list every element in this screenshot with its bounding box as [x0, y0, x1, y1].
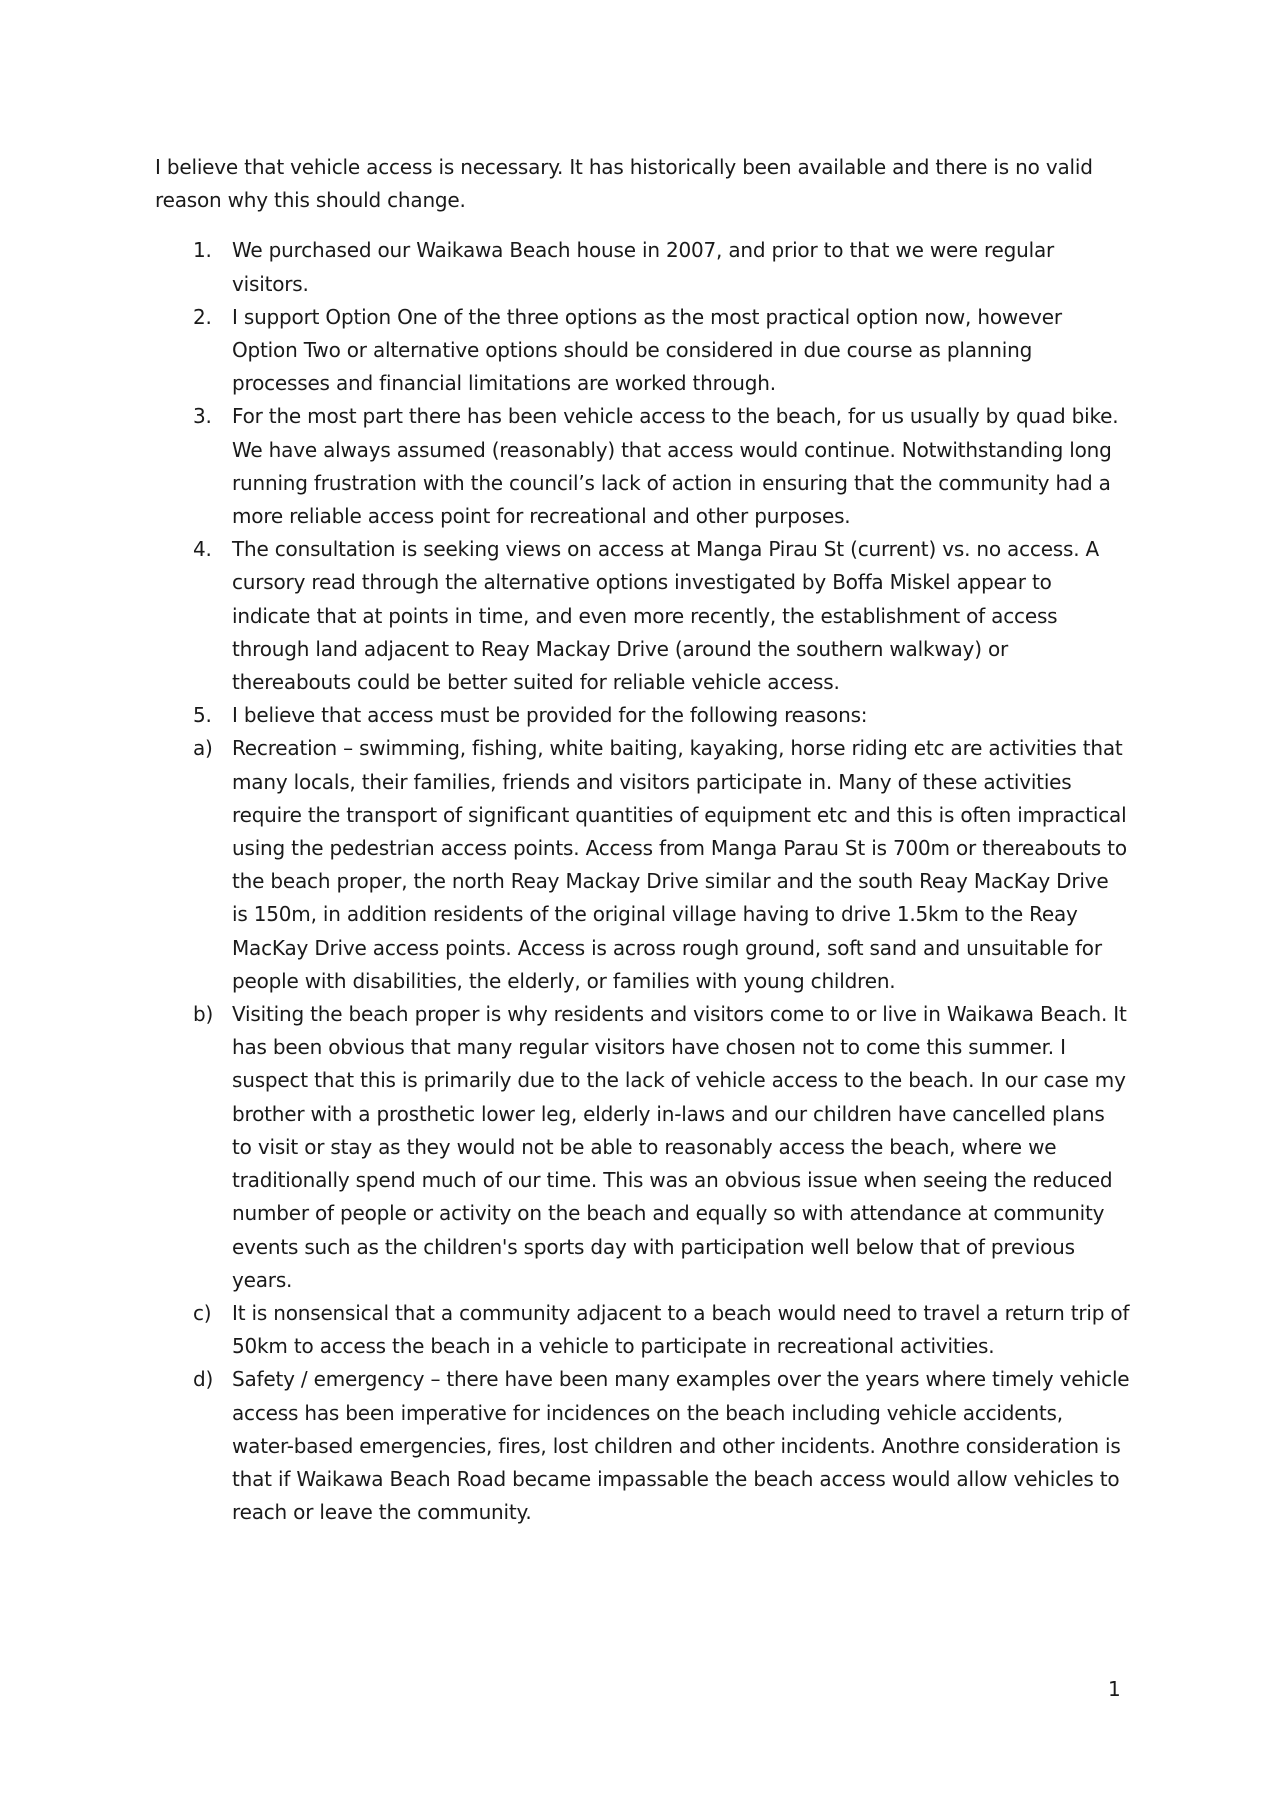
list-marker: 4.: [193, 537, 212, 562]
list-item: [155, 400, 1130, 533]
list-marker: 3.: [193, 404, 212, 429]
intro-paragraph: I believe that vehicle access is necessary. It has historically been available and there is no valid reason why this should change.: [155, 155, 1093, 213]
list-item-text: Safety / emergency – there have been many examples over the years where timely vehicle access has been imperative for incidences on the beach including vehicle accidents, water-based emergencies, fires, lost children and other incidents. Anothre consideration is that if Waikawa Beach Road became impassable the beach access would allow vehicles to reach or leave the community.: [232, 1367, 1130, 1525]
list-marker: 5.: [193, 703, 212, 728]
list-marker: d): [193, 1367, 214, 1392]
list-marker: a): [193, 736, 213, 761]
list-item-text: It is nonsensical that a community adjacent to a beach would need to travel a return trip of 50km to access the beach in a vehicle to participate in recreational activities.: [232, 1300, 1130, 1359]
list-item-text: I support Option One of the three options as the most practical option now, however Option Two or alternative options should be considered in due course as planning processes and financial limitations are worked through.: [232, 304, 1062, 396]
list-item: [155, 234, 1130, 300]
list-item-text: Recreation – swimming, fishing, white baiting, kayaking, horse riding etc are activities that many locals, their families, friends and visitors participate in. Many of these activities require the transport of significant quantities of equipment etc and this is often impractical using the pedestrian access points. Access from Manga Parau St is 700m or thereabouts to the beach proper, the north Reay Mackay Drive similar and the south Reay MacKay Drive is 150m, in addition residents of the original village having to drive 1.5km to the Reay MacKay Drive access points. Access is across rough ground, soft sand and unsuitable for people with disabilities, the elderly, or families with young children.: [232, 736, 1127, 993]
list-item-text: For the most part there has been vehicle access to the beach, for us usually by quad bike. We have always assumed (reasonably) that access would continue. Notwithstanding long running frustration with the council’s lack of action in ensuring that the community had a more reliable access point for recreational and other purposes.: [232, 404, 1119, 529]
page-number: 1: [1108, 1677, 1121, 1701]
list-marker: 1.: [193, 238, 212, 263]
list-item-text: Visiting the beach proper is why residents and visitors come to or live in Waikawa Beach. It has been obvious that many regular visitors have chosen not to come this summer. I suspect that this is primarily due to the lack of vehicle access to the beach. In our case my brother with a prosthetic lower leg, elderly in-laws and our children have cancelled plans to visit or stay as they would not be able to reasonably access the beach, where we traditionally spend much of our time. This was an obvious issue when seeing the reduced number of people or activity on the beach and equally so with attendance at community events such as the children's sports day with participation well below that of previous years.: [232, 1002, 1127, 1292]
list-marker: 2.: [193, 304, 212, 329]
list-item: [155, 732, 1130, 998]
list-item: [155, 1363, 1130, 1529]
list-item: [155, 301, 1130, 401]
list-item: [155, 533, 1130, 699]
list-item-text: We purchased our Waikawa Beach house in 2007, and prior to that we were regular visitors.: [232, 238, 1055, 296]
list-marker: b): [193, 1002, 214, 1027]
list-item: [155, 998, 1130, 1297]
list-marker: c): [193, 1300, 212, 1325]
list-item-text: The consultation is seeking views on access at Manga Pirau St (current) vs. no access. A cursory read through the alternative options investigated by Boffa Miskel appear to indicate that at points in time, and even more recently, the establishment of access through land adjacent to Reay Mackay Drive (around the southern walkway) or thereabouts could be better suited for reliable vehicle access.: [232, 537, 1100, 695]
list-item: [155, 1297, 1130, 1363]
submission-list: [155, 234, 1130, 1529]
document-body: [155, 151, 1130, 1529]
list-item: [155, 699, 1130, 732]
list-item-text: I believe that access must be provided for the following reasons:: [232, 703, 868, 728]
